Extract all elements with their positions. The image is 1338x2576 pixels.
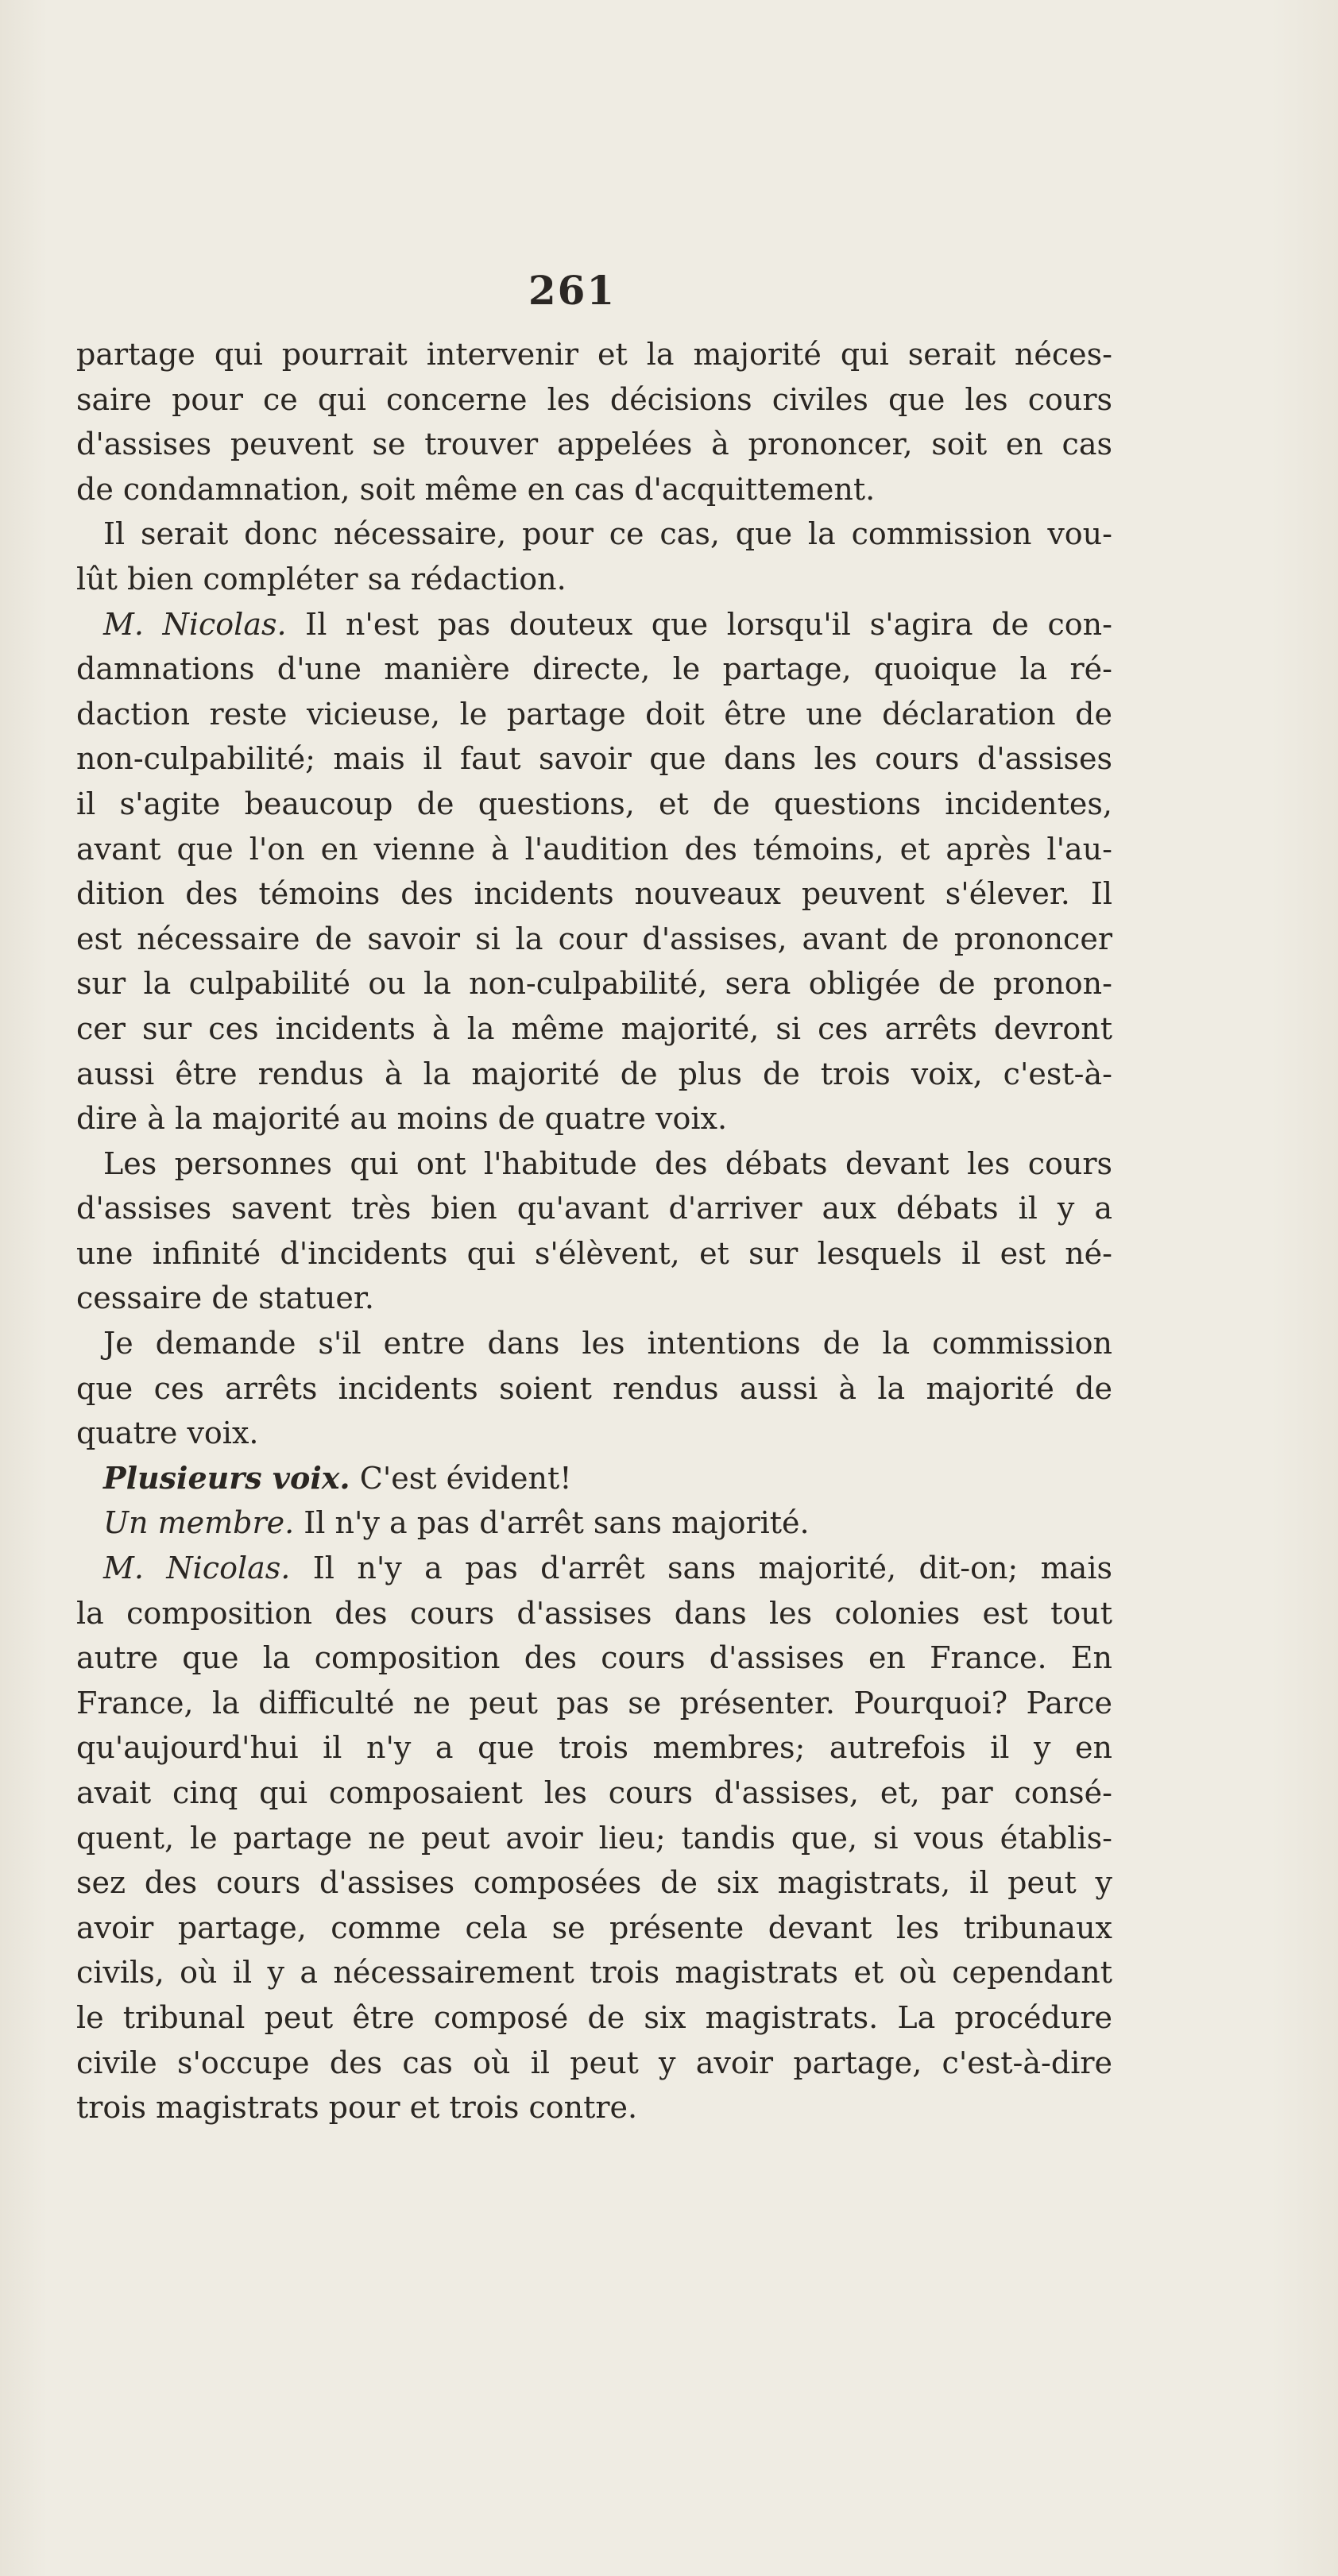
text-line: trois magistrats pour et trois contre. (76, 2090, 638, 2126)
text-line (76, 1546, 1112, 1591)
text-line: Les personnes qui ont l'habitude des débats devant les cours (103, 1145, 1112, 1181)
text-line: cessaire de statuer. (76, 1280, 374, 1316)
speaker-name: M. Nicolas. (103, 606, 287, 642)
speaker-name: Un membre. (103, 1505, 295, 1541)
text-line: damnations d'une manière directe, le partage, quoique la ré- (76, 651, 1112, 687)
text-line: la composition des cours d'assises dans les colonies est tout (76, 1595, 1112, 1631)
text-line: que ces arrêts incidents soient rendus aussi à la majorité de (76, 1370, 1112, 1406)
text-line: lût bien compléter sa rédaction. (76, 561, 567, 597)
text-line: quent, le partage ne peut avoir lieu; tandis que, si vous établis- (76, 1820, 1112, 1856)
text-line: d'assises peuvent se trouver appelées à prononcer, soit en cas (76, 427, 1112, 462)
text-fragment: Il n'y a pas d'arrêt sans majorité, dit-on; mais (290, 1551, 1112, 1586)
text-line: partage qui pourrait intervenir et la majorité qui serait néces- (76, 337, 1112, 372)
text-line: dire à la majorité au moins de quatre voix. (76, 1101, 728, 1137)
text-line: avoir partage, comme cela se présente devant les tribunaux (76, 1910, 1112, 1945)
text-line (76, 602, 1112, 647)
text-line: d'assises savent très bien qu'avant d'arriver aux débats il y a (76, 1191, 1112, 1226)
text-line: sur la culpabilité ou la non-culpabilité, sera obligée de pronon- (76, 966, 1112, 1002)
speaker-name: Plusieurs voix. (103, 1459, 350, 1496)
text-fragment: C'est évident! (350, 1460, 572, 1496)
text-line: de condamnation, soit même en cas d'acquittement. (76, 471, 876, 507)
text-fragment: Il n'y a pas d'arrêt sans majorité. (294, 1505, 810, 1541)
text-line: cer sur ces incidents à la même majorité, si ces arrêts devront (76, 1010, 1112, 1046)
text-line: daction reste vicieuse, le partage doit être une déclaration de (76, 696, 1112, 732)
text-line (76, 1500, 1112, 1546)
text-line: il s'agite beaucoup de questions, et de questions incidentes, (76, 786, 1112, 821)
text-fragment: Il n'est pas douteux que lorsqu'il s'agira de con- (286, 606, 1112, 642)
body-text (76, 332, 1112, 2130)
text-line: qu'aujourd'hui il n'y a que trois membres; autrefois il y en (76, 1730, 1112, 1766)
text-line: civils, où il y a nécessairement trois magistrats et où cependant (76, 1955, 1112, 1991)
text-line: Il serait donc nécessaire, pour ce cas, que la commission vou- (103, 516, 1112, 552)
text-line: Je demande s'il entre dans les intentions de la commission (103, 1326, 1112, 1361)
text-line (76, 1456, 1112, 1501)
text-line: avait cinq qui composaient les cours d'assises, et, par consé- (76, 1775, 1112, 1810)
text-line: quatre voix. (76, 1415, 259, 1451)
text-line: civile s'occupe des cas où il peut y avoir partage, c'est-à-dire (76, 2045, 1112, 2080)
text-line: aussi être rendus à la majorité de plus de trois voix, c'est-à- (76, 1056, 1112, 1091)
text-line: autre que la composition des cours d'assises en France. En (76, 1640, 1112, 1676)
speaker-name: M. Nicolas. (103, 1551, 291, 1586)
text-line: est nécessaire de savoir si la cour d'assises, avant de prononcer (76, 921, 1112, 956)
text-line: dition des témoins des incidents nouveaux peuvent s'élever. Il (76, 876, 1112, 912)
text-line: le tribunal peut être composé de six magistrats. La procédure (76, 1999, 1112, 2035)
page-number: 261 (528, 267, 617, 314)
text-line: saire pour ce qui concerne les décisions civiles que les cours (76, 381, 1112, 417)
text-line: France, la difficulté ne peut pas se présenter. Pourquoi? Parce (76, 1685, 1112, 1721)
text-line: une infinité d'incidents qui s'élèvent, et sur lesquels il est né- (76, 1235, 1112, 1271)
text-line: non-culpabilité; mais il faut savoir que dans les cours d'assises (76, 741, 1112, 777)
text-line: avant que l'on en vienne à l'audition des témoins, et après l'au- (76, 831, 1112, 867)
text-line: sez des cours d'assises composées de six magistrats, il peut y (76, 1865, 1112, 1901)
